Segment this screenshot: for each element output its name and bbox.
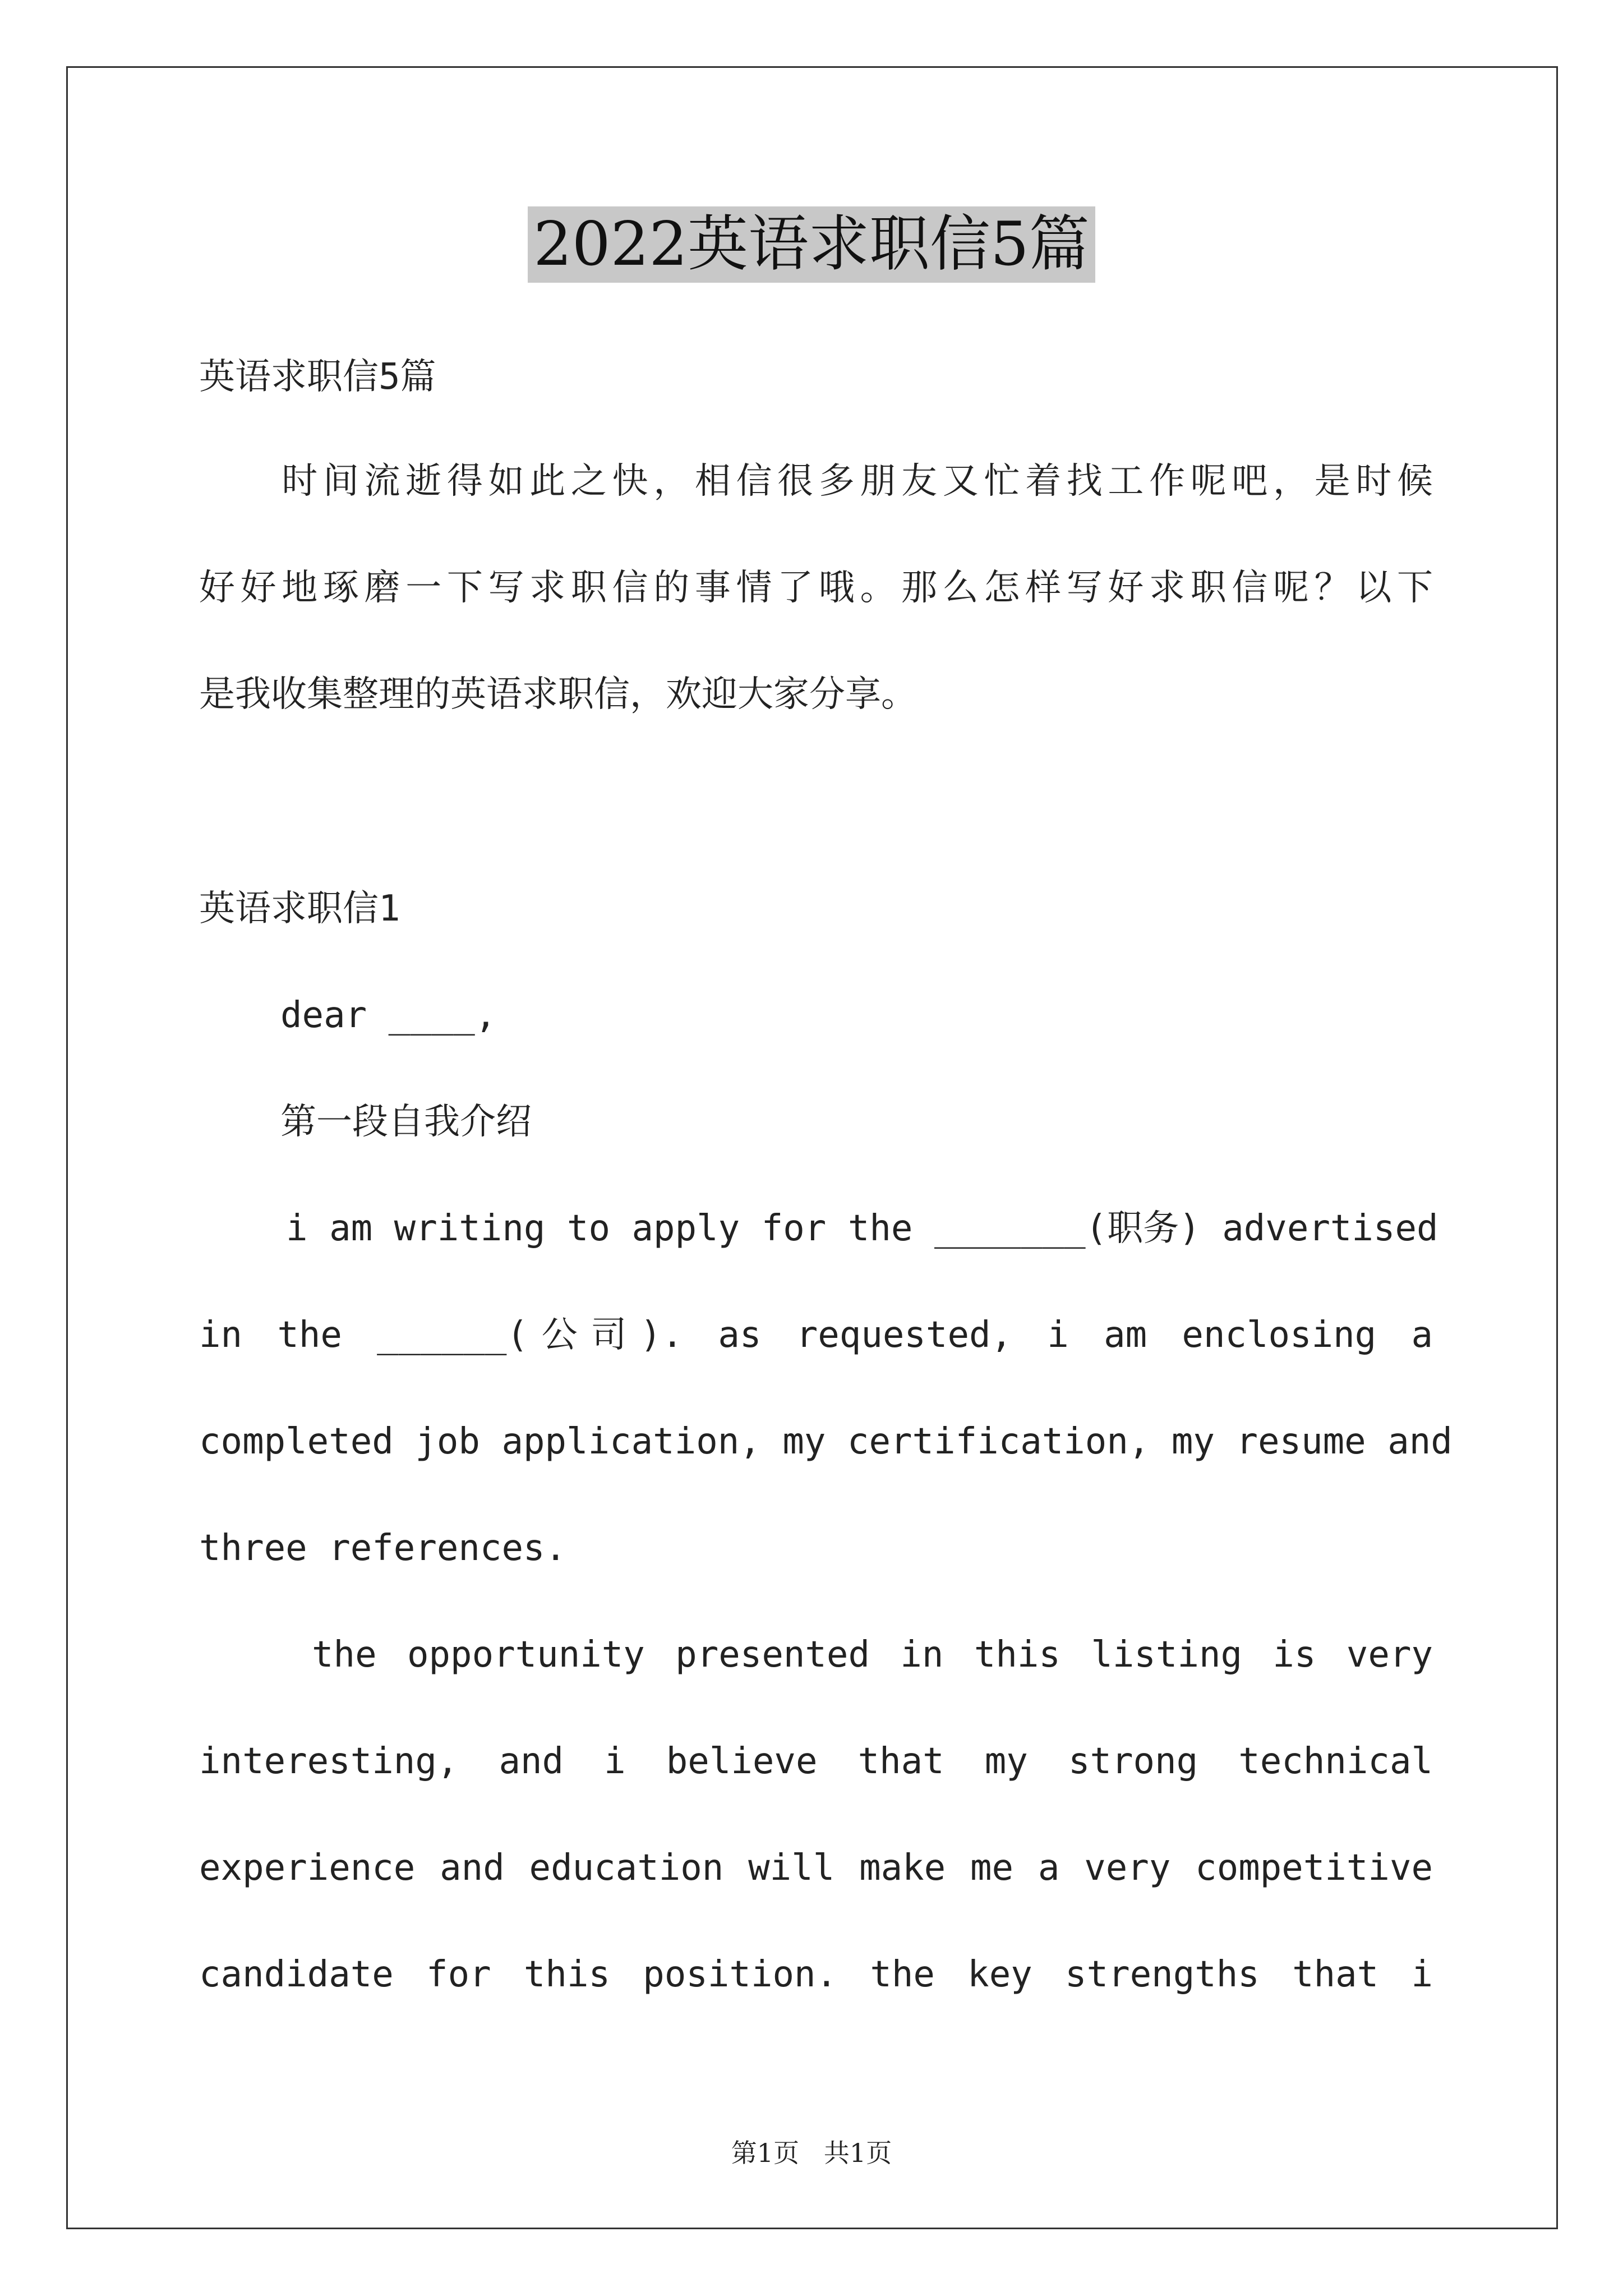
paragraph1-line-2: in the ______(公司). as requested, i am enclosing a: [199, 1314, 1433, 1356]
paragraph2-line-2: interesting, and i believe that my strong technical: [199, 1741, 1433, 1782]
page-footer: 第1页 共1页: [731, 2138, 892, 2168]
paragraph2-line-1: the opportunity presented in this listing is very: [312, 1634, 1433, 1676]
paragraph2-line-4: candidate for this position. the key strengths that i: [199, 1954, 1433, 1995]
paragraph-heading: 第一段自我介绍: [280, 1101, 532, 1143]
section-heading: 英语求职信1: [199, 888, 400, 930]
intro-line-3: 是我收集整理的英语求职信，欢迎大家分享。: [199, 674, 917, 715]
document-title: 2022英语求职信5篇: [528, 206, 1095, 283]
intro-line-1: 时间流逝得如此之快，相信很多朋友又忙着找工作呢吧，是时候: [199, 461, 1433, 502]
paragraph1-line-3: completed job application, my certification, my resume and: [199, 1421, 1453, 1462]
document-subtitle: 英语求职信5篇: [199, 356, 436, 398]
paragraph1-line-4: three references.: [199, 1527, 567, 1569]
paragraph2-line-3: experience and education will make me a very competitive: [199, 1847, 1433, 1889]
salutation: dear ____,: [280, 995, 497, 1036]
title-wrap: [0, 206, 1623, 283]
intro-line-2: 好好地琢磨一下写求职信的事情了哦。那么怎样写好求职信呢？以下: [199, 567, 1433, 609]
paragraph1-line-1: i am writing to apply for the _______(职务) advertised: [286, 1208, 1438, 1249]
